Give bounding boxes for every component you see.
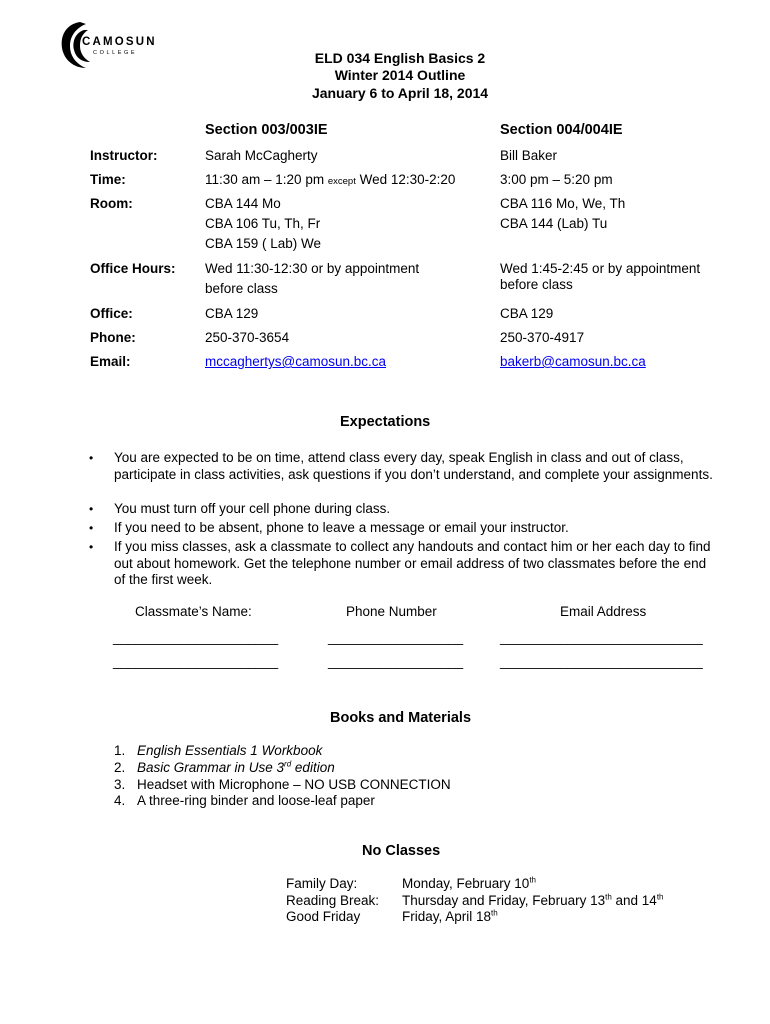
label-room: Room: [90,196,133,211]
time-1 [205,172,455,187]
bullet-icon: • [89,451,94,465]
books-heading: Books and Materials [330,710,472,726]
classmate-name-header: Classmate’s Name: [135,604,252,619]
office-hours-1-line-2: before class [205,281,278,296]
time-1-wed: Wed 12:30-2:20 [359,172,456,187]
no-class-date-1 [402,876,536,891]
expectation-item-2: You must turn off your cell phone during class. [114,501,391,516]
no-classes-heading: No Classes [362,843,441,859]
time-1-main: 11:30 am – 1:20 pm [205,172,325,187]
expectation-item-3: If you need to be absent, phone to leave a message or email your instructor. [114,520,569,535]
room-2-line-2: CBA 144 (Lab) Tu [500,216,608,231]
no-class-date-2-a: Thursday and Friday, February 13 [402,893,606,908]
book-item-2-text-a: Basic Grammar in Use 3 [137,760,285,775]
classmate-name-blank[interactable]: ______________________ [113,654,279,669]
classmate-email-blank[interactable]: ___________________________ [500,654,703,669]
book-item-1-number: 1. [114,743,126,758]
section-heading-2: Section 004/004IE [500,122,623,138]
email-link-1[interactable]: mccaghertys@camosun.bc.ca [205,354,387,369]
time-2: 3:00 pm – 5:20 pm [500,172,613,187]
camosun-logo [58,18,178,74]
expectation-item-1: You are expected to be on time, attend class every day, speak English in class and out of class, participate in class activities, ask questions if you don’t understand, and complete your assignments. [114,450,713,482]
office-1: CBA 129 [205,306,259,321]
course-title: ELD 034 English Basics 2 [314,50,486,66]
office-hours-2-line-1: Wed 1:45-2:45 or by appointment [500,261,701,276]
expectation-item-4: If you miss classes, ask a classmate to collect any handouts and contact him or her each day to find out about homework. Get the telephone number or email address of two classmates before the end of the first week. [114,539,711,587]
section-heading-1: Section 003/003IE [205,122,328,138]
phone-number-header: Phone Number [346,604,437,619]
instructor-1: Sarah McCagherty [205,148,318,163]
label-office: Office: [90,306,133,321]
label-instructor: Instructor: [90,148,158,163]
no-class-date-2-b: and 14 [611,893,657,908]
date-range: January 6 to April 18, 2014 [311,85,489,101]
office-hours-2-line-2: before class [500,277,573,292]
room-2-line-1: CBA 116 Mo, We, Th [500,196,626,211]
no-class-date-2-sup2: th [656,892,664,902]
email-link-2[interactable]: bakerb@camosun.bc.ca [500,354,646,369]
phone-2: 250-370-4917 [500,330,585,345]
label-time: Time: [90,172,126,187]
book-item-2-text-b: edition [291,760,335,775]
email-address-header: Email Address [560,604,647,619]
label-office-hours: Office Hours: [90,261,176,276]
no-class-date-3 [402,909,498,924]
book-item-3-number: 3. [114,777,126,792]
book-item-4-number: 4. [114,793,126,808]
no-class-date-1-sup: th [529,875,536,885]
bullet-icon: • [89,540,94,554]
book-item-1: English Essentials 1 Workbook [137,743,323,758]
no-class-date-2-sup1: th [605,892,612,902]
office-hours-1-line-1: Wed 11:30-12:30 or by appointment [205,261,420,276]
no-class-date-1-a: Monday, February 10 [402,876,530,891]
instructor-2: Bill Baker [500,148,558,163]
no-class-date-3-sup: th [491,908,498,918]
no-class-label-1: Family Day: [286,876,358,891]
room-1-line-3: CBA 159 ( Lab) We [205,236,322,251]
room-1-line-2: CBA 106 Tu, Th, Fr [205,216,321,231]
office-2: CBA 129 [500,306,554,321]
no-class-label-2: Reading Break: [286,893,380,908]
classmate-phone-blank[interactable]: __________________ [328,654,464,669]
no-class-date-3-a: Friday, April 18 [402,909,492,924]
bullet-icon: • [89,521,94,535]
book-item-2 [137,760,335,775]
term-title: Winter 2014 Outline [334,67,466,83]
classmate-email-blank[interactable]: ___________________________ [500,630,703,645]
phone-1: 250-370-3654 [205,330,290,345]
logo-subtitle: COLLEGE [93,50,138,56]
logo-wordmark: CAMOSUN [82,36,157,48]
no-class-date-2 [402,893,663,908]
book-item-4: A three-ring binder and loose-leaf paper [137,793,375,808]
label-email: Email: [90,354,131,369]
room-1-line-1: CBA 144 Mo [205,196,281,211]
classmate-name-blank[interactable]: ______________________ [113,630,279,645]
bullet-icon: • [89,502,94,516]
time-1-except: except [327,176,356,187]
classmate-phone-blank[interactable]: __________________ [328,630,464,645]
expectations-heading: Expectations [340,414,431,430]
no-class-label-3: Good Friday [286,909,361,924]
book-item-2-number: 2. [114,760,126,775]
label-phone: Phone: [90,330,136,345]
book-item-2-sup: rd [284,759,292,769]
book-item-3: Headset with Microphone – NO USB CONNECTION [137,777,451,792]
